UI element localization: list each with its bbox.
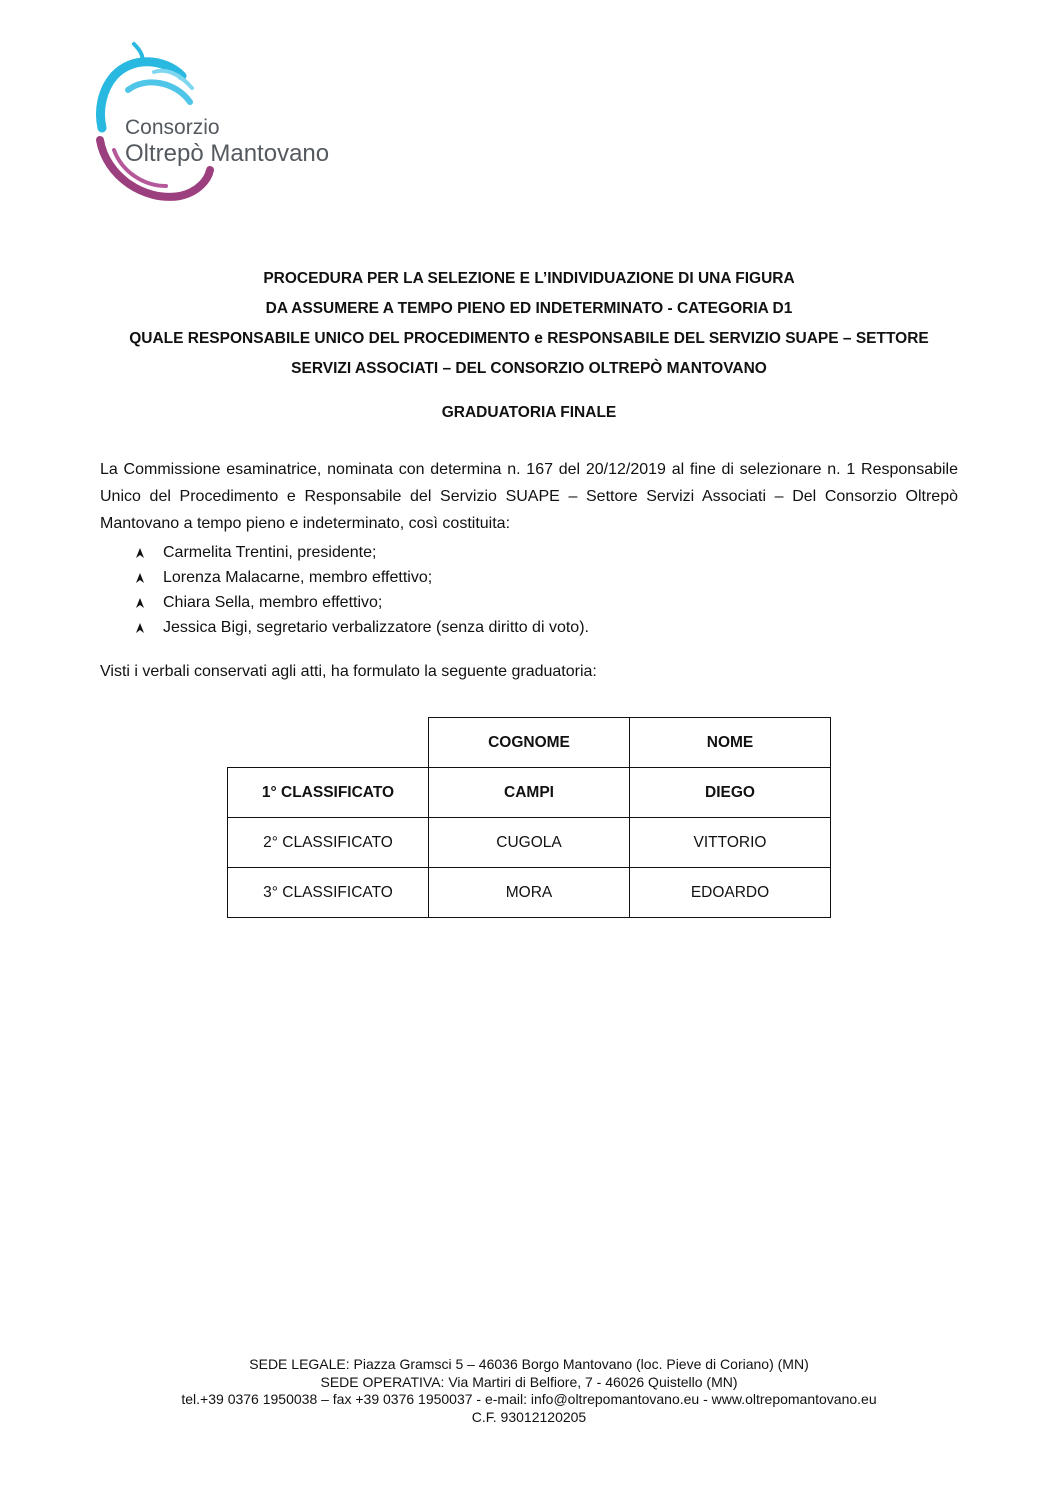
table-cell: 3° CLASSIFICATO xyxy=(228,868,429,918)
title-line: PROCEDURA PER LA SELEZIONE E L’INDIVIDUAZIONE DI UNA FIGURA xyxy=(263,270,795,287)
member-text: Jessica Bigi, segretario verbalizzatore (senza diritto di voto). xyxy=(163,619,589,636)
arrow-bullet-icon xyxy=(134,597,146,609)
title-line: QUALE RESPONSABILE UNICO DEL PROCEDIMENTO e RESPONSABILE DEL SERVIZIO SUAPE – SETTORE xyxy=(129,330,929,347)
footer-line: SEDE LEGALE: Piazza Gramsci 5 – 46036 Borgo Mantovano (loc. Pieve di Coriano) (MN) xyxy=(249,1356,809,1372)
document-subtitle: GRADUATORIA FINALE xyxy=(441,404,617,421)
footer-line: C.F. 93012120205 xyxy=(471,1408,587,1425)
table-cell: DIEGO xyxy=(630,768,831,818)
footer-line: tel.+39 0376 1950038 – fax +39 0376 1950037 - e-mail: info@oltrepomantovano.eu - www.oltrepomantovano.eu xyxy=(181,1391,877,1407)
table-cell: CUGOLA xyxy=(429,818,630,868)
list-item xyxy=(134,615,589,640)
list-item xyxy=(134,565,589,590)
table-cell: VITTORIO xyxy=(630,818,831,868)
logo xyxy=(94,40,354,210)
logo-text-oltrepo: Oltrepò Mantovano xyxy=(125,140,330,167)
commission-members-list xyxy=(134,540,589,640)
member-text: Lorenza Malacarne, membro effettivo; xyxy=(163,569,433,586)
title-line: SERVIZI ASSOCIATI – DEL CONSORZIO OLTREPÒ MANTOVANO xyxy=(291,360,767,377)
member-text: Chiara Sella, membro effettivo; xyxy=(163,594,383,611)
table-header-cell: COGNOME xyxy=(429,718,630,768)
table-row xyxy=(228,818,831,868)
ranking-table xyxy=(227,717,831,918)
visti-paragraph: Visti i verbali conservati agli atti, ha formulato la seguente graduatoria: xyxy=(100,663,597,680)
table-row xyxy=(228,768,831,818)
table-cell: EDOARDO xyxy=(630,868,831,918)
table-cell: MORA xyxy=(429,868,630,918)
table-cell: CAMPI xyxy=(429,768,630,818)
table-header-cell xyxy=(228,718,429,768)
page-footer xyxy=(100,1356,958,1426)
table-header-row xyxy=(228,718,831,768)
table-cell: 2° CLASSIFICATO xyxy=(228,818,429,868)
list-item xyxy=(134,540,589,565)
logo-text-consorzio: Consorzio xyxy=(125,116,220,139)
footer-line: SEDE OPERATIVA: Via Martiri di Belfiore, 7 - 46026 Quistello (MN) xyxy=(320,1373,738,1390)
arrow-bullet-icon xyxy=(134,547,146,559)
list-item xyxy=(134,590,589,615)
intro-paragraph: La Commissione esaminatrice, nominata con determina n. 167 del 20/12/2019 al fine di selezionare n. 1 Responsabile Unico del Procedimento e Responsabile del Servizio SUAPE – Settore Servizi Associati – Del Consorzio Oltrepò Mantovano a tempo pieno e indeterminato, così costituita: xyxy=(100,461,958,532)
table-header-cell: NOME xyxy=(630,718,831,768)
member-text: Carmelita Trentini, presidente; xyxy=(163,544,377,561)
arrow-bullet-icon xyxy=(134,572,146,584)
document-title xyxy=(100,264,958,384)
title-line: DA ASSUMERE A TEMPO PIENO ED INDETERMINATO - CATEGORIA D1 xyxy=(265,300,793,317)
table-cell: 1° CLASSIFICATO xyxy=(228,768,429,818)
table-row xyxy=(228,868,831,918)
arrow-bullet-icon xyxy=(134,622,146,634)
